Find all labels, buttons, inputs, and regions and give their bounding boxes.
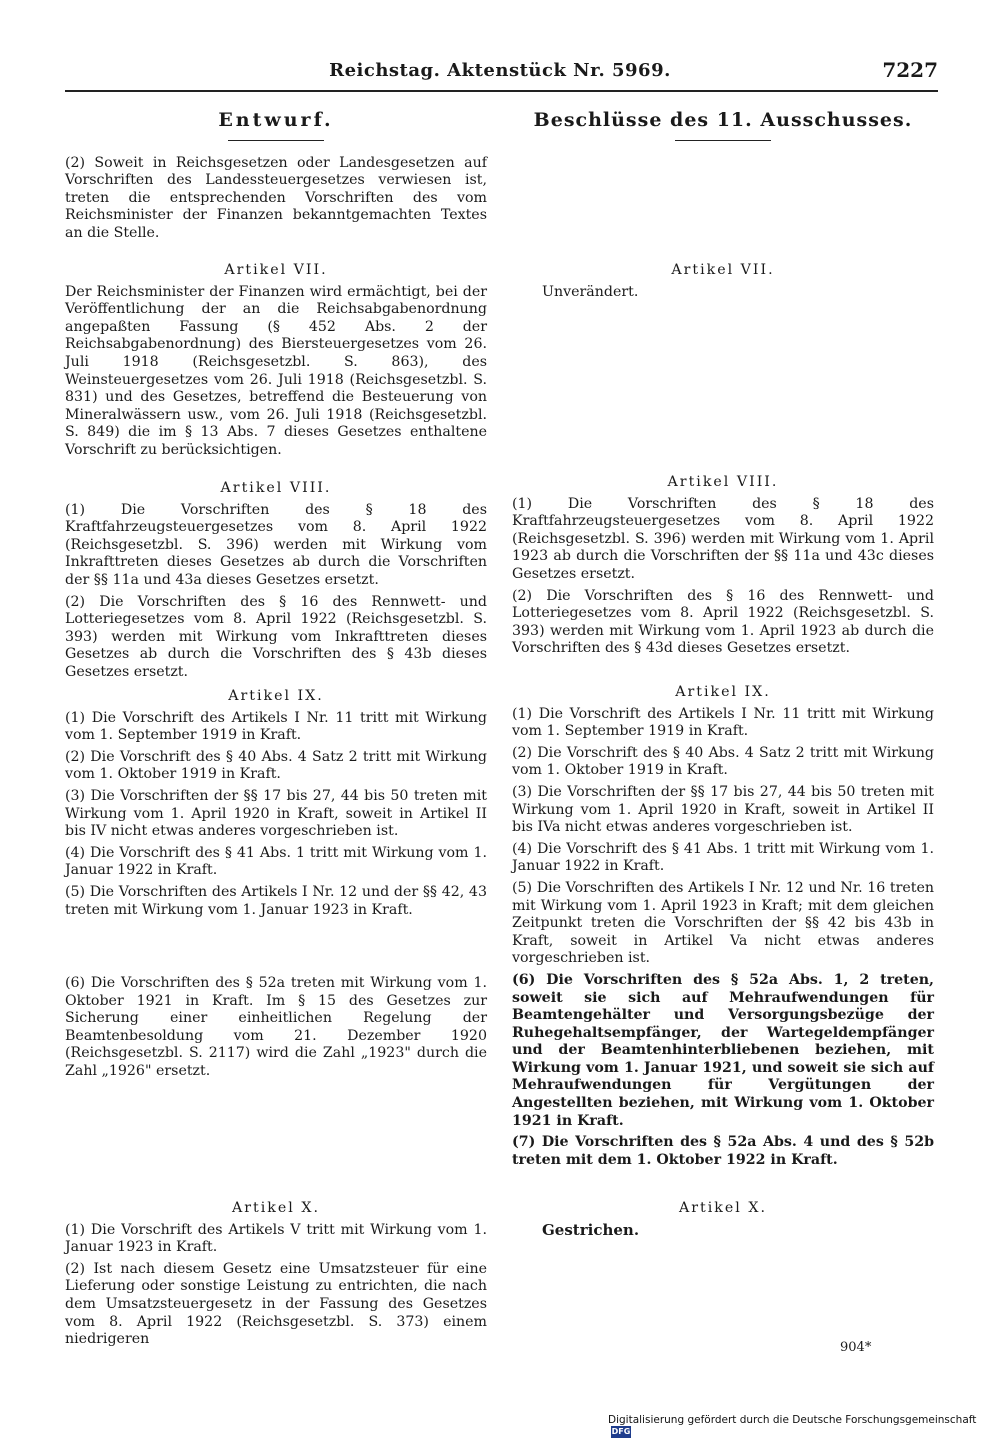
right-art9-p3: (3) Die Vorschriften der §§ 17 bis 27, 44 bis 50 treten mit Wirkung vom 1. April 1920 in Kraft, soweit in Artikel II bis IVa nicht etwas anderes vorgeschrieben ist. (512, 783, 934, 836)
left-art9-p2: (2) Die Vorschrift des § 40 Abs. 4 Satz 2 tritt mit Wirkung vom 1. Oktober 1919 in Kraft. (65, 748, 487, 783)
left-art8-p1: (1) Die Vorschriften des § 18 des Kraftfahrzeugsteuergesetzes vom 8. April 1922 (Reichsgesetzbl. S. 396) werden mit Wirkung vom Inkrafttreten dieses Gesetzes ab durch die Vorschriften der §§ 11a und 43a dieses Gesetzes ersetzt. (65, 501, 487, 588)
left-column-heading: Entwurf. (218, 109, 334, 131)
left-art9-p5: (5) Die Vorschriften des Artikels I Nr. 12 und der §§ 42, 43 treten mit Wirkung vom 1. Januar 1923 in Kraft. (65, 883, 487, 918)
left-art7-text: Der Reichsminister der Finanzen wird ermächtigt, bei der Veröffentlichung der an die Reichsabgabenordnung angepaßten Fassung (§ 452 Abs. 2 der Reichsabgabenordnung) des Biersteuergesetzes vom 26. Juli 1918 (Reichsgesetzbl. S. 863), des Weinsteuergesetzes vom 26. Juli 1918 (Reichsgesetzbl. S. 831) und des Gesetzes, betreffend die Besteuerung von Mineralwässern usw., vom 26. Juli 1918 (Reichsgesetzbl. S. 849) die im § 13 Abs. 7 dieses Gesetzes enthaltene Vorschrift zu berücksichtigen. (65, 283, 487, 458)
left-intro-paragraph: (2) Soweit in Reichsgesetzen oder Landesgesetzen auf Vorschriften des Landessteuergesetzes verwiesen ist, treten die entsprechenden Vorschriften des vom Reichsminister der Finanzen bekanntgemachten Textes an die Stelle. (65, 154, 487, 241)
right-art10-text: Gestrichen. (542, 1220, 640, 1239)
right-art9-p5: (5) Die Vorschriften des Artikels I Nr. 12 und Nr. 16 treten mit Wirkung vom 1. April 1923 in Kraft; mit dem gleichen Zeitpunkt treten die Vorschriften der §§ 42 bis 43b in Kraft, soweit in Artikel Va nicht etwas anderes vorgeschrieben ist. (512, 879, 934, 967)
left-art9-title: Artikel IX. (228, 688, 324, 704)
heading-rule (675, 140, 771, 141)
left-column (65, 109, 487, 247)
right-column-heading: Beschlüsse des 11. Ausschusses. (533, 109, 913, 131)
left-article-9-p6 (65, 975, 487, 1085)
left-art9-p4: (4) Die Vorschrift des § 41 Abs. 1 tritt mit Wirkung vom 1. Januar 1922 in Kraft. (65, 844, 487, 879)
left-art9-p6: (6) Die Vorschriften des § 52a treten mit Wirkung vom 1. Oktober 1921 in Kraft. Im § 15 des Gesetzes zur Sicherung einer einheitlichen Regelung der Beamtenbesoldung vom 21. Dezember 1920 (Reichsgesetzbl. S. 2117) wird die Zahl „1923" durch die Zahl „1926" ersetzt. (65, 975, 487, 1079)
page-header (0, 58, 1000, 88)
left-article-10 (65, 1200, 487, 1353)
header-rule (65, 90, 938, 92)
right-art9-title: Artikel IX. (675, 684, 771, 700)
left-art8-title: Artikel VIII. (220, 480, 332, 496)
left-art8-p2: (2) Die Vorschriften des § 16 des Rennwett- und Lotteriegesetzes vom 8. April 1922 (Reichsgesetzbl. S. 393) werden mit Wirkung vom Inkrafttreten dieses Gesetzes ab durch die Vorschriften des § 43b dieses Gesetzes ersetzt. (65, 593, 487, 680)
right-article-7 (512, 262, 934, 305)
right-column (512, 109, 934, 155)
right-art7-title: Artikel VII. (671, 262, 775, 278)
heading-rule (228, 140, 324, 141)
sheet-mark: 904* (840, 1340, 872, 1355)
left-art10-p1: (1) Die Vorschrift des Artikels V tritt mit Wirkung vom 1. Januar 1923 in Kraft. (65, 1221, 487, 1256)
credit-text: Digitalisierung gefördert durch die Deutsche Forschungsgemeinschaft (608, 1414, 977, 1426)
left-art10-p2: (2) Ist nach diesem Gesetz eine Umsatzsteuer für eine Lieferung oder sonstige Leistung zu entrichten, die nach dem Umsatzsteuergesetz in der Fassung des Gesetzes vom 8. April 1922 (Reichsgesetzbl. S. 373) einem niedrigeren (65, 1260, 487, 1348)
dfg-logo: DFG (611, 1427, 631, 1436)
right-art8-p2: (2) Die Vorschriften des § 16 des Rennwett- und Lotteriegesetzes vom 8. April 1922 (Reichsgesetzbl. S. 393) werden mit Wirkung vom 1. April 1923 ab durch die Vorschriften des § 43d dieses Gesetzes ersetzt. (512, 587, 934, 657)
left-article-8 (65, 480, 487, 686)
right-art8-p1: (1) Die Vorschriften des § 18 des Kraftfahrzeugsteuergesetzes vom 8. April 1922 (Reichsgesetzbl. S. 396) werden mit Wirkung vom 1. April 1923 ab durch die Vorschriften der §§ 11a und 43c dieses Gesetzes ersetzt. (512, 495, 934, 582)
right-art10-title: Artikel X. (679, 1200, 767, 1216)
left-article-7 (65, 262, 487, 464)
right-art9-p1: (1) Die Vorschrift des Artikels I Nr. 11 tritt mit Wirkung vom 1. September 1919 in Kraft. (512, 705, 934, 740)
right-art7-text: Unverändert. (542, 283, 639, 300)
right-art8-title: Artikel VIII. (667, 474, 779, 490)
left-art9-p3: (3) Die Vorschriften der §§ 17 bis 27, 44 bis 50 treten mit Wirkung vom 1. April 1920 in Kraft, soweit in Artikel II bis IV nicht etwas anderes vorgeschrieben ist. (65, 787, 487, 840)
right-art9-p6: (6) Die Vorschriften des § 52a Abs. 1, 2 treten, soweit sie sich auf Mehraufwendungen für Beamtengehälter und Versorgungsbezüge der Ruhegehaltsempfänger, der Wartegeldempfänger und der Beamtenhinterbliebenen beziehen, mit Wirkung vom 1. Januar 1921, und soweit sie sich auf Mehraufwendungen für Vergütungen der Angestellten beziehen, mit Wirkung vom 1. Oktober 1921 in Kraft. (512, 971, 934, 1129)
right-art9-p2: (2) Die Vorschrift des § 40 Abs. 4 Satz 2 tritt mit Wirkung vom 1. Oktober 1919 in Kraft. (512, 744, 934, 779)
right-article-8 (512, 474, 934, 662)
left-art10-title: Artikel X. (232, 1200, 320, 1216)
right-article-10 (512, 1200, 934, 1243)
left-article-9 (65, 688, 487, 923)
right-article-9 (512, 684, 934, 1173)
running-title: Reichstag. Aktenstück Nr. 5969. (329, 60, 671, 81)
right-art9-p4: (4) Die Vorschrift des § 41 Abs. 1 tritt mit Wirkung vom 1. Januar 1922 in Kraft. (512, 840, 934, 875)
digitization-credit (608, 1414, 1000, 1438)
left-art7-title: Artikel VII. (224, 262, 328, 278)
right-art9-p7: (7) Die Vorschriften des § 52a Abs. 4 und des § 52b treten mit dem 1. Oktober 1922 in Kraft. (512, 1134, 934, 1168)
page-number: 7227 (882, 58, 938, 82)
left-art9-p1: (1) Die Vorschrift des Artikels I Nr. 11 tritt mit Wirkung vom 1. September 1919 in Kraft. (65, 709, 487, 744)
